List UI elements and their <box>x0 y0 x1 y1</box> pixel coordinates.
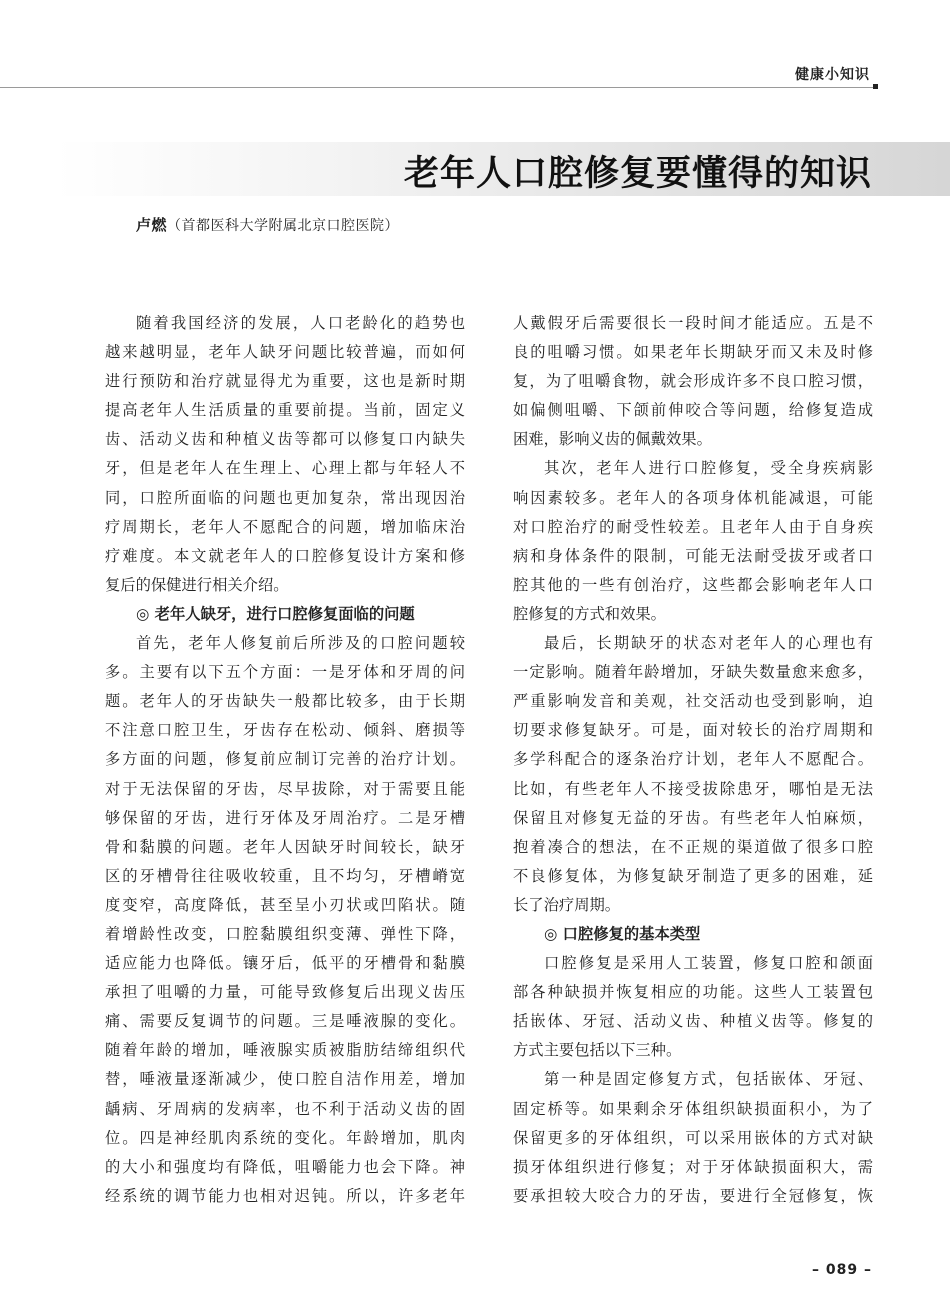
text-line: 要承担较大咬合力的牙齿，要进行全冠修复，恢 <box>513 1186 873 1205</box>
section-marker <box>873 84 878 89</box>
text-line: 复后的保健进行相关介绍。 <box>105 575 289 594</box>
author-affiliation: （首都医科大学附属北京口腔医院） <box>167 218 400 234</box>
text-line: 口腔修复是采用人工装置，修复口腔和颌面 <box>544 954 873 973</box>
text-line: 方式主要包括以下三种。 <box>513 1041 682 1060</box>
text-line: 痛、需要反复调节的问题。三是唾液腺的变化。 <box>105 1012 465 1031</box>
text-line: 的大小和强度均有降低，咀嚼能力也会下降。神 <box>105 1157 465 1176</box>
text-line: 题。老年人的牙齿缺失一般都比较多，由于长期 <box>105 692 465 711</box>
text-line: 长了治疗周期。 <box>513 895 621 914</box>
text-line: 疗周期长，老年人不愿配合的问题，增加临床治 <box>105 517 465 536</box>
text-line: 括嵌体、牙冠、活动义齿、种植义齿等。修复的 <box>513 1012 873 1031</box>
text-line: 一定影响。随着年龄增加，牙缺失数量愈来愈多， <box>513 663 873 682</box>
text-line: 提高老年人生活质量的重要前提。当前，固定义 <box>105 401 465 420</box>
text-line: 随着我国经济的发展，人口老龄化的趋势也 <box>136 314 465 332</box>
section-heading: ◎ 口腔修复的基本类型 <box>544 924 701 943</box>
text-line: 不良修复体，为修复缺牙制造了更多的困难，延 <box>513 866 873 885</box>
text-line: 比如，有些老年人不接受拔除患牙，哪怕是无法 <box>513 779 873 798</box>
text-line: 保留且对修复无益的牙齿。有些老年人怕麻烦， <box>513 808 873 827</box>
text-line: 骨和黏膜的问题。老年人因缺牙时间较长，缺牙 <box>105 837 465 856</box>
text-line: 够保留的牙齿，进行牙体及牙周治疗。二是牙槽 <box>105 808 465 827</box>
text-line: 不注意口腔卫生，牙齿存在松动、倾斜、磨损等 <box>105 721 465 740</box>
text-line: 进行预防和治疗就显得尤为重要，这也是新时期 <box>105 372 465 391</box>
text-line: 复，为了咀嚼食物，就会形成许多不良口腔习惯， <box>513 372 873 391</box>
text-line: 疗难度。本文就老年人的口腔修复设计方案和修 <box>105 546 465 565</box>
text-line: 多学科配合的逐条治疗计划，老年人不愿配合。 <box>513 750 873 769</box>
page-number: – 089 – <box>812 1262 872 1278</box>
text-line: 抱着凑合的想法，在不正规的渠道做了很多口腔 <box>513 837 873 856</box>
text-line: 困难，影响义齿的佩戴效果。 <box>513 430 712 449</box>
text-line: 对于无法保留的牙齿，尽早拔除，对于需要且能 <box>105 779 465 798</box>
text-line: 同，口腔所面临的问题也更加复杂，常出现因治 <box>105 488 465 507</box>
text-line: 损牙体组织进行修复；对于牙体缺损面积大，需 <box>513 1157 873 1176</box>
text-line: 随着年龄的增加，唾液腺实质被脂肪结缔组织代 <box>105 1041 465 1060</box>
text-line: 严重影响发音和美观，社交活动也受到影响，迫 <box>513 692 873 711</box>
text-line: 越来越明显，老年人缺牙问题比较普遍，而如何 <box>105 343 465 362</box>
text-line: 着增龄性改变，口腔黏膜组织变薄、弹性下降， <box>105 924 465 943</box>
text-line: 部各种缺损并恢复相应的功能。这些人工装置包 <box>513 983 873 1002</box>
text-line: 保留更多的牙体组织，可以采用嵌体的方式对缺 <box>513 1128 873 1147</box>
text-line: 龋病、牙周病的发病率，也不利于活动义齿的固 <box>105 1099 465 1118</box>
text-line: 首先，老年人修复前后所涉及的口腔问题较 <box>136 634 465 653</box>
text-line: 固定桥等。如果剩余牙体组织缺损面积小，为了 <box>513 1099 873 1118</box>
text-line: 区的牙槽骨往往吸收较重，且不均匀，牙槽嵴宽 <box>105 866 465 885</box>
right-column <box>513 309 873 1211</box>
left-column <box>105 309 465 1211</box>
text-line: 对口腔治疗的耐受性较差。且老年人由于自身疾 <box>513 517 873 536</box>
text-line: 腔修复的方式和效果。 <box>513 604 666 623</box>
section-heading: ◎ 老年人缺牙，进行口腔修复面临的问题 <box>136 604 415 623</box>
text-line: 良的咀嚼习惯。如果老年长期缺牙而又未及时修 <box>513 343 873 362</box>
text-line: 位。四是神经肌肉系统的变化。年龄增加，肌肉 <box>105 1128 465 1147</box>
header-rule <box>0 87 874 88</box>
text-line: 病和身体条件的限制，可能无法耐受拔牙或者口 <box>513 546 873 565</box>
text-line: 第一种是固定修复方式，包括嵌体、牙冠、 <box>544 1070 873 1089</box>
text-line: 齿、活动义齿和种植义齿等都可以修复口内缺失 <box>105 430 465 449</box>
text-line: 多方面的问题，修复前应制订完善的治疗计划。 <box>105 750 465 769</box>
text-line: 人戴假牙后需要很长一段时间才能适应。五是不 <box>513 314 873 332</box>
text-line: 经系统的调节能力也相对迟钝。所以，许多老年 <box>105 1186 465 1205</box>
text-line: 切要求修复缺牙。可是，面对较长的治疗周期和 <box>513 721 873 740</box>
text-line: 承担了咀嚼的力量，可能导致修复后出现义齿压 <box>105 983 465 1002</box>
author-name: 卢燃 <box>136 216 168 234</box>
article-title: 老年人口腔修复要懂得的知识 <box>403 153 872 194</box>
section-label: 健康小知识 <box>795 67 870 83</box>
text-line: 度变窄，高度降低，甚至呈小刃状或凹陷状。随 <box>105 895 465 914</box>
text-line: 最后，长期缺牙的状态对老年人的心理也有 <box>544 634 873 653</box>
text-line: 腔其他的一些有创治疗，这些都会影响老年人口 <box>513 575 873 594</box>
text-line: 替，唾液量逐渐减少，使口腔自洁作用差，增加 <box>105 1070 465 1089</box>
text-line: 如偏侧咀嚼、下颌前伸咬合等问题，给修复造成 <box>513 401 873 420</box>
text-line: 其次，老年人进行口腔修复，受全身疾病影 <box>544 459 873 478</box>
text-line: 适应能力也降低。镶牙后，低平的牙槽骨和黏膜 <box>105 954 465 973</box>
byline <box>136 214 399 235</box>
text-line: 牙，但是老年人在生理上、心理上都与年轻人不 <box>105 459 465 478</box>
text-line: 响因素较多。老年人的各项身体机能减退，可能 <box>513 488 873 507</box>
text-line: 多。主要有以下五个方面：一是牙体和牙周的问 <box>105 663 465 682</box>
